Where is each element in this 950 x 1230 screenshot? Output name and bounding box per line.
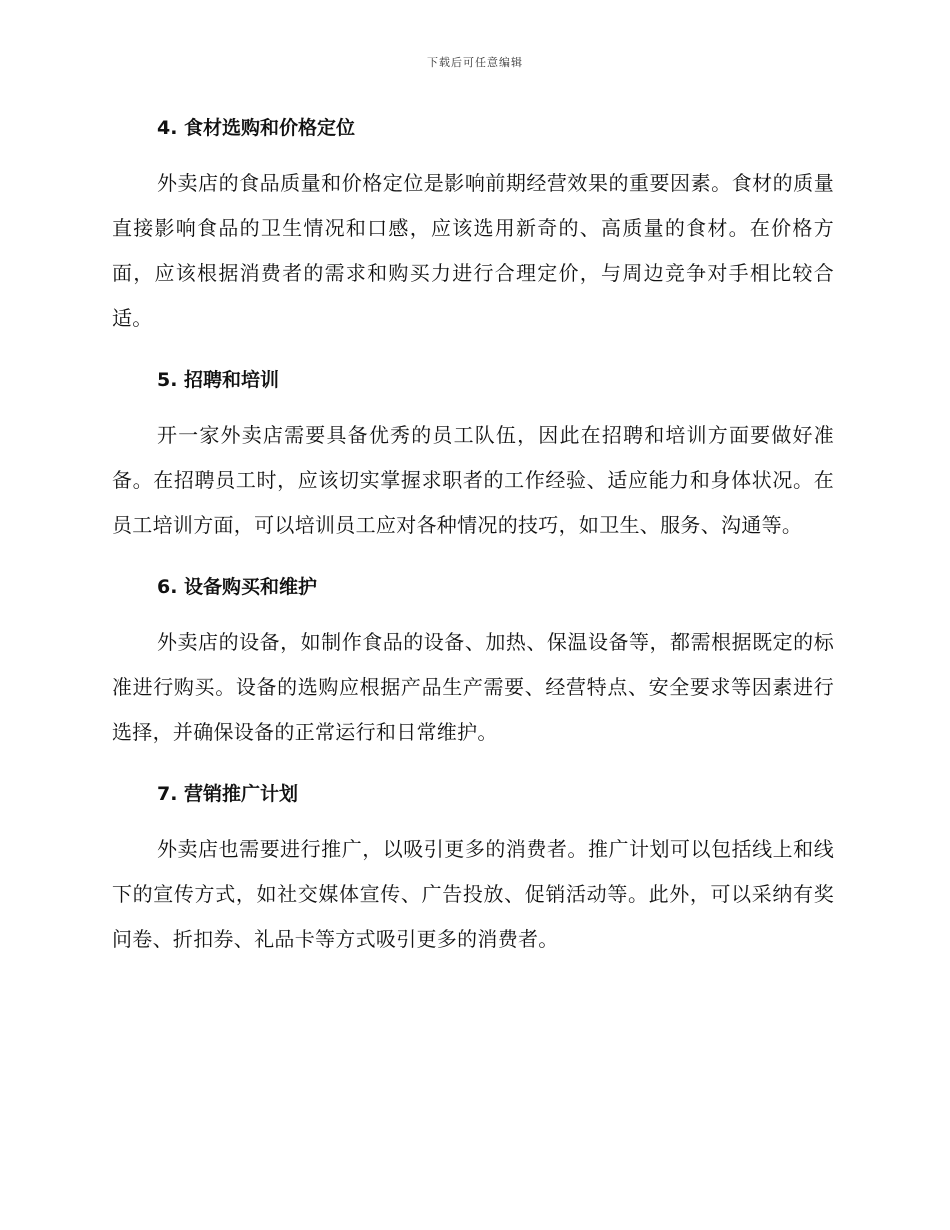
section-paragraph: 外卖店的食品质量和价格定位是影响前期经营效果的重要因素。食材的质量直接影响食品的卫生情况和口感，应该选用新奇的、高质量的食材。在价格方面，应该根据消费者的需求和购买力进行合理定价，与周边竞争对手相比较合适。 xyxy=(112,171,834,330)
section-heading: 4. 食材选购和价格定位 xyxy=(157,117,356,139)
page-header: 下载后可任意编辑 xyxy=(427,56,523,69)
section-heading: 6. 设备购买和维护 xyxy=(157,576,318,598)
section-paragraph: 外卖店也需要进行推广，以吸引更多的消费者。推广计划可以包括线上和线下的宣传方式，如社交媒体宣传、广告投放、促销活动等。此外，可以采纳有奖问卷、折扣券、礼品卡等方式吸引更多的消费者。 xyxy=(112,837,834,951)
section-food-sourcing xyxy=(112,112,834,341)
section-paragraph: 外卖店的设备，如制作食品的设备、加热、保温设备等，都需根据既定的标准进行购买。设备的选购应根据产品生产需要、经营特点、安全要求等因素进行选择，并确保设备的正常运行和日常维护。 xyxy=(112,630,834,744)
section-paragraph: 开一家外卖店需要具备优秀的员工队伍，因此在招聘和培训方面要做好准备。在招聘员工时，应该切实掌握求职者的工作经验、适应能力和身体状况。在员工培训方面，可以培训员工应对各种情况的技巧，如卫生、服务、沟通等。 xyxy=(112,423,834,537)
section-recruiting-training xyxy=(112,364,834,548)
section-heading: 7. 营销推广计划 xyxy=(157,783,299,805)
section-equipment xyxy=(112,571,834,755)
section-heading: 5. 招聘和培训 xyxy=(157,369,280,391)
section-marketing xyxy=(112,778,834,962)
document-content xyxy=(112,112,834,985)
